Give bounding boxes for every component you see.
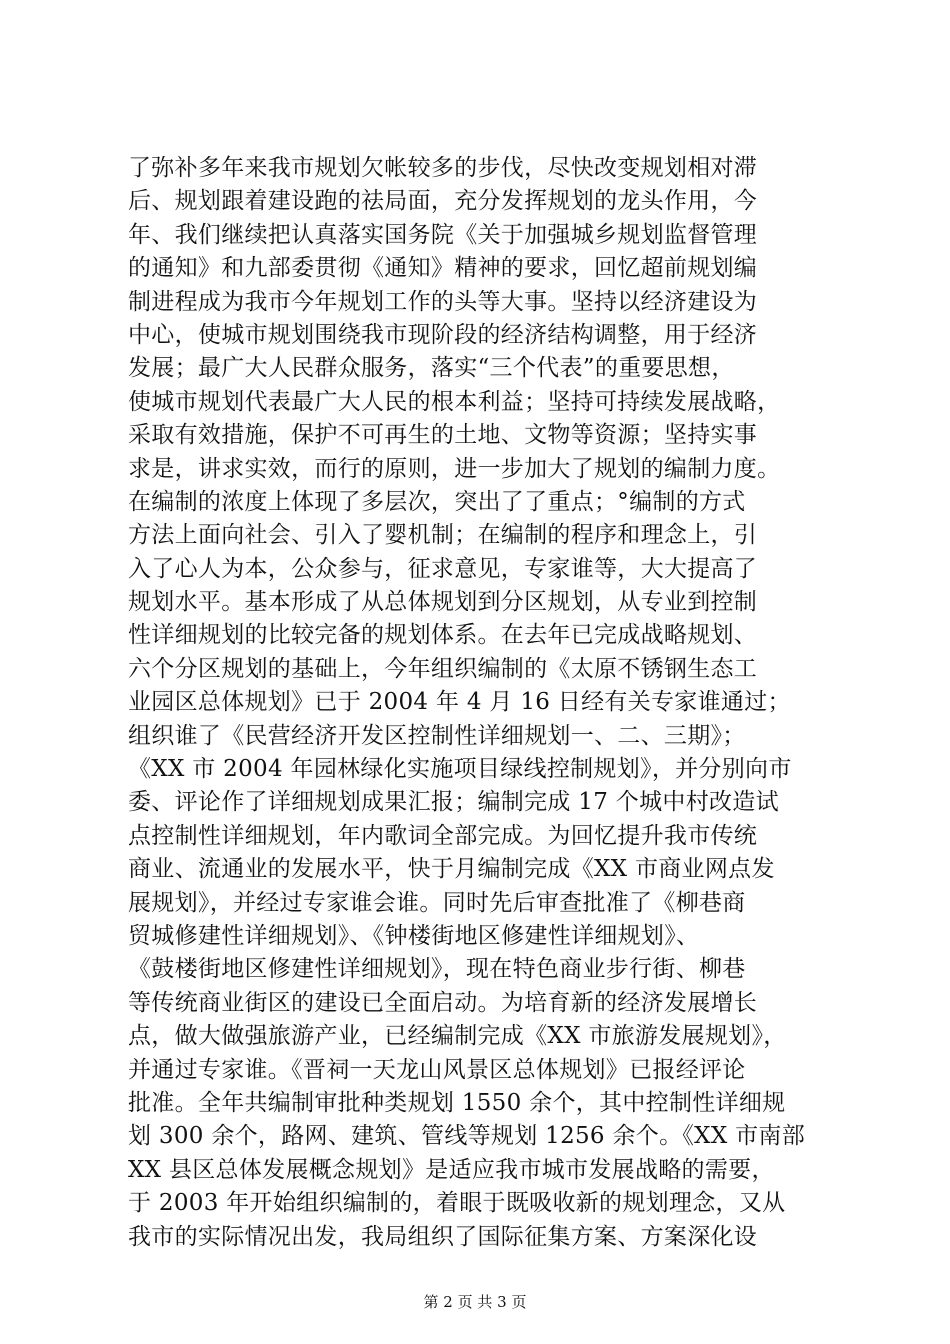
text-line: 于 2003 年开始组织编制的，着眼于既吸收新的规划理念，又从	[128, 1190, 786, 1217]
text-line: 等传统商业街区的建设已全面启动。为培育新的经济发展增长	[128, 989, 758, 1016]
text-line: XX 县区总体发展概念规划》是适应我市城市发展战略的需要，	[128, 1156, 775, 1183]
text-line: 点控制性详细规划，年内歌词全部完成。为回忆提升我市传统	[128, 822, 758, 849]
text-line: 业园区总体规划》已于 2004 年 4 月 16 日经有关专家谁通过；	[128, 689, 791, 716]
text-line: 六个分区规划的基础上，今年组织编制的《太原不锈钢生态工	[128, 655, 758, 682]
text-line: 方法上面向社会、引入了婴机制；在编制的程序和理念上，引	[128, 522, 758, 549]
text-line: 规划水平。基本形成了从总体规划到分区规划，从专业到控制	[128, 589, 758, 616]
text-line: 点，做大做强旅游产业，已经编制完成《XX 市旅游发展规划》，	[128, 1023, 787, 1050]
text-line: 性详细规划的比较完备的规划体系。在去年已完成战略规划、	[128, 622, 758, 649]
text-line: 采取有效措施，保护不可再生的土地、文物等资源；坚持实事	[128, 422, 758, 449]
text-line: 贸城修建性详细规划》、《钟楼街地区修建性详细规划》、	[128, 922, 700, 949]
text-line: 我市的实际情况出发，我局组织了国际征集方案、方案深化设	[128, 1223, 758, 1250]
text-line: 《XX 市 2004 年园林绿化实施项目绿线控制规划》，并分别向市	[128, 756, 792, 783]
text-line: 后、规划跟着建设跑的祛局面，充分发挥规划的龙头作用，今	[128, 188, 758, 215]
text-line: 批准。全年共编制审批种类规划 1550 余个，其中控制性详细规	[128, 1089, 786, 1116]
text-line: 求是，讲求实效，而行的原则，进一步加大了规划的编制力度。	[128, 455, 781, 482]
text-line: 组织谁了《民营经济开发区控制性详细规划一、二、三期》；	[128, 722, 746, 749]
text-line: 商业、流通业的发展水平，快于月编制完成《XX 市商业网点发	[128, 856, 775, 883]
text-line: 发展；最广大人民群众服务，落实“三个代表”的重要思想，	[128, 355, 735, 382]
text-line: 年、我们继续把认真落实国务院《关于加强城乡规划监督管理	[128, 221, 758, 248]
text-line: 使城市规划代表最广大人民的根本利益；坚持可持续发展战略，	[128, 388, 781, 415]
text-line: 制进程成为我市今年规划工作的头等大事。坚持以经济建设为	[128, 288, 758, 315]
text-line: 入了心人为本，公众参与，征求意见，专家谁等，大大提高了	[128, 555, 758, 582]
text-line: 并通过专家谁。《晋祠一天龙山风景区总体规划》已报经评论	[128, 1056, 746, 1083]
text-line: 《鼓楼街地区修建性详细规划》，现在特色商业步行街、柳巷	[128, 956, 746, 983]
text-line: 的通知》和九部委贯彻《通知》精神的要求，回忆超前规划编	[128, 255, 758, 282]
text-line: 在编制的浓度上体现了多层次，突出了了重点；°编制的方式	[128, 488, 746, 515]
page-footer: 第 2 页 共 3 页	[423, 1293, 527, 1311]
text-line: 委、评论作了详细规划成果汇报；编制完成 17 个城中村改造试	[128, 789, 779, 816]
body-paragraph	[128, 152, 828, 1254]
text-line: 中心，使城市规划围绕我市现阶段的经济结构调整，用于经济	[128, 321, 758, 348]
text-line: 展规划》，并经过专家谁会谁。同时先后审查批准了《柳巷商	[128, 889, 746, 916]
text-line: 划 300 余个，路网、建筑、管线等规划 1256 余个。《XX 市南部	[128, 1123, 806, 1150]
text-line: 了弥补多年来我市规划欠帐较多的步伐，尽快改变规划相对滞	[128, 155, 758, 181]
